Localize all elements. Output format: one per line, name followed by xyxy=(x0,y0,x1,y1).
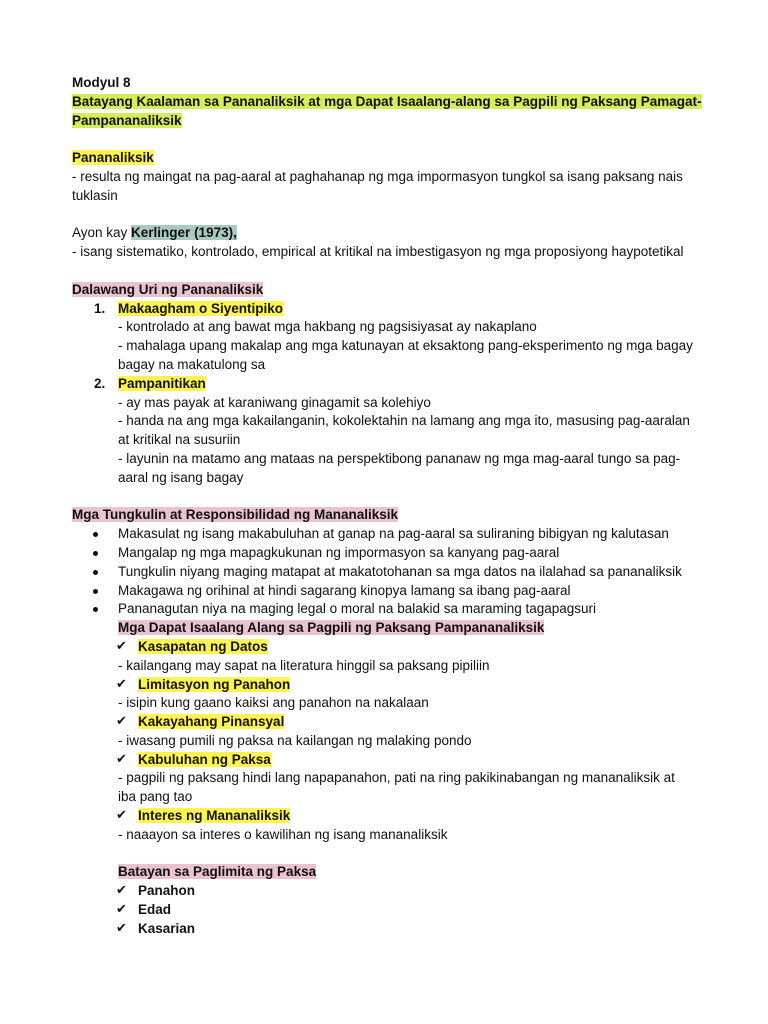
dapat-isaalang-heading-row xyxy=(72,619,702,638)
dapat-item-3-line-1: - iwasang pumili ng paksa na kailangan ng malaking pondo xyxy=(118,732,472,748)
checkmark-icon: ✔ xyxy=(116,902,127,918)
checkmark-icon: ✔ xyxy=(116,883,127,899)
uri-item-2 xyxy=(72,375,702,394)
batayan-item-2-text: Edad xyxy=(138,902,172,918)
tungkulin-heading-row xyxy=(72,506,702,525)
tungkulin-bullet-1-text: Makasulat ng isang makabuluhan at ganap na pag-aaral sa suliraning bibigyan ng kalutasan xyxy=(118,526,669,542)
dapat-item-3 xyxy=(72,713,702,732)
dapat-isaalang-heading: Mga Dapat Isaalang Alang sa Pagpili ng Paksang Pampananaliksik xyxy=(118,620,545,636)
batayan-item-3-text: Kasarian xyxy=(138,920,196,936)
bullet-dot-icon xyxy=(93,607,98,612)
uri-item-2-line-1: - ay mas payak at karaniwang ginagamit sa kolehiyo xyxy=(118,394,431,410)
pananaliksik-heading: Pananaliksik xyxy=(72,150,154,166)
uri-item-2-line-3: at kritikal na susuriin xyxy=(118,432,241,448)
dapat-item-4 xyxy=(72,751,702,770)
dapat-item-1 xyxy=(72,638,702,657)
kerlinger-line xyxy=(72,224,702,243)
uri-item-1-line-3: bagay na makatulong sa xyxy=(118,356,266,372)
tungkulin-bullet-1 xyxy=(72,525,702,544)
bullet-dot-icon xyxy=(93,589,98,594)
dapat-item-4-line-1: - pagpili ng paksang hindi lang napapanahon, pati na ring pakikinabangan ng mananaliksik at xyxy=(118,770,675,786)
bullet-dot-icon xyxy=(93,551,98,556)
uri-item-1-title: Makaagham o Siyentipiko xyxy=(118,300,284,316)
uri-item-2-title: Pampanitikan xyxy=(118,375,206,391)
spacer xyxy=(72,845,702,864)
checkmark-icon: ✔ xyxy=(116,638,127,654)
dapat-item-4-line-2: iba pang tao xyxy=(118,789,193,805)
tungkulin-bullet-3 xyxy=(72,563,702,582)
pananaliksik-definition-line-1: - resulta ng maingat na pag-aaral at paghahanap ng mga impormasyon tungkol sa isang paksang nais xyxy=(72,168,683,184)
tungkulin-heading: Mga Tungkulin at Responsibilidad ng Mananaliksik xyxy=(72,507,399,523)
uri-item-2-number: 2. xyxy=(94,375,106,391)
dapat-item-2-title: Limitasyon ng Panahon xyxy=(138,676,291,692)
uri-item-2-line-4: - layunin na matamo ang mataas na perspektibong pananaw ng mga mag-aaral tungo sa pag- xyxy=(118,450,681,466)
tungkulin-bullet-4 xyxy=(72,582,702,601)
dapat-item-2-line-1: - isipin kung gaano kaiksi ang panahon na nakalaan xyxy=(118,695,429,711)
batayan-item-3 xyxy=(72,920,702,939)
uri-item-1-line-1: - kontrolado at ang bawat mga hakbang ng pagsisiyasat ay nakaplano xyxy=(118,319,537,335)
tungkulin-bullet-5 xyxy=(72,600,702,619)
dapat-item-2 xyxy=(72,676,702,695)
dalawang-uri-heading: Dalawang Uri ng Pananaliksik xyxy=(72,281,264,297)
dapat-item-5-title: Interes ng Mananaliksik xyxy=(138,808,291,824)
uri-item-1 xyxy=(72,300,702,319)
main-title-line-2 xyxy=(72,112,702,131)
spacer xyxy=(72,488,702,507)
kerlinger-name: Kerlinger (1973), xyxy=(131,225,237,241)
uri-item-1-number: 1. xyxy=(94,300,106,316)
checkmark-icon: ✔ xyxy=(116,751,127,767)
dapat-item-5 xyxy=(72,807,702,826)
tungkulin-bullet-4-text: Makagawa ng orihinal at hindi sagarang kinopya lamang sa ibang pag-aaral xyxy=(118,582,571,598)
tungkulin-bullet-3-text: Tungkulin niyang maging matapat at makatotohanan sa mga datos na ilalahad sa pananaliksik xyxy=(118,563,682,579)
batayan-heading: Batayan sa Paglimita ng Paksa xyxy=(118,864,317,880)
spacer xyxy=(72,262,702,281)
dapat-item-1-line-1: - kailangang may sapat na literatura hinggil sa paksang pipiliin xyxy=(118,657,490,673)
bullet-dot-icon xyxy=(93,570,98,575)
batayan-heading-row xyxy=(72,863,702,882)
checkmark-icon: ✔ xyxy=(116,920,127,936)
tungkulin-bullet-5-text: Pananagutan niya na maging legal o moral na balakid sa maraming tagapagsuri xyxy=(118,601,597,617)
spacer xyxy=(72,130,702,149)
batayan-item-1-text: Panahon xyxy=(138,883,196,899)
checkmark-icon: ✔ xyxy=(116,808,127,824)
main-title-line-1 xyxy=(72,93,702,112)
module-label: Modyul 8 xyxy=(72,75,131,90)
pananaliksik-definition-line-2: tuklasin xyxy=(72,187,118,203)
pananaliksik-heading-row xyxy=(72,149,702,168)
dapat-item-3-title: Kakayahang Pinansyal xyxy=(138,714,285,730)
spacer xyxy=(72,206,702,225)
uri-item-1-line-2: - mahalaga upang makalap ang mga katunayan at eksaktong pang-eksperimento ng mga bagay xyxy=(118,338,693,354)
uri-item-2-line-2: - handa na ang mga kakailanganin, kokolektahin na lamang ang mga ito, masusing pag-aaralan xyxy=(118,413,690,429)
main-title-highlight-1: Batayang Kaalaman sa Pananaliksik at mga Dapat Isaalang-alang sa Pagpili ng Paksang Pamagat- xyxy=(72,93,702,109)
kerlinger-prefix: Ayon kay xyxy=(72,225,132,241)
dalawang-uri-heading-row xyxy=(72,281,702,300)
batayan-item-2 xyxy=(72,901,702,920)
dapat-item-5-line-1: - naaayon sa interes o kawilihan ng isang mananaliksik xyxy=(118,826,448,842)
main-title-highlight-2: Pampananaliksik xyxy=(72,112,182,128)
checkmark-icon: ✔ xyxy=(116,714,127,730)
document-page xyxy=(72,74,702,939)
checkmark-icon: ✔ xyxy=(116,676,127,692)
dapat-item-1-title: Kasapatan ng Datos xyxy=(138,638,268,654)
tungkulin-bullet-2 xyxy=(72,544,702,563)
tungkulin-bullet-2-text: Mangalap ng mga mapagkukunan ng impormasyon sa kanyang pag-aaral xyxy=(118,544,560,560)
uri-item-2-line-5: aaral ng isang bagay xyxy=(118,469,244,485)
dapat-item-4-title: Kabuluhan ng Paksa xyxy=(138,751,271,767)
bullet-dot-icon xyxy=(93,532,98,537)
kerlinger-definition: - isang sistematiko, kontrolado, empirical at kritikal na imbestigasyon ng mga proposiyong haypotetikal xyxy=(72,244,684,260)
batayan-item-1 xyxy=(72,882,702,901)
